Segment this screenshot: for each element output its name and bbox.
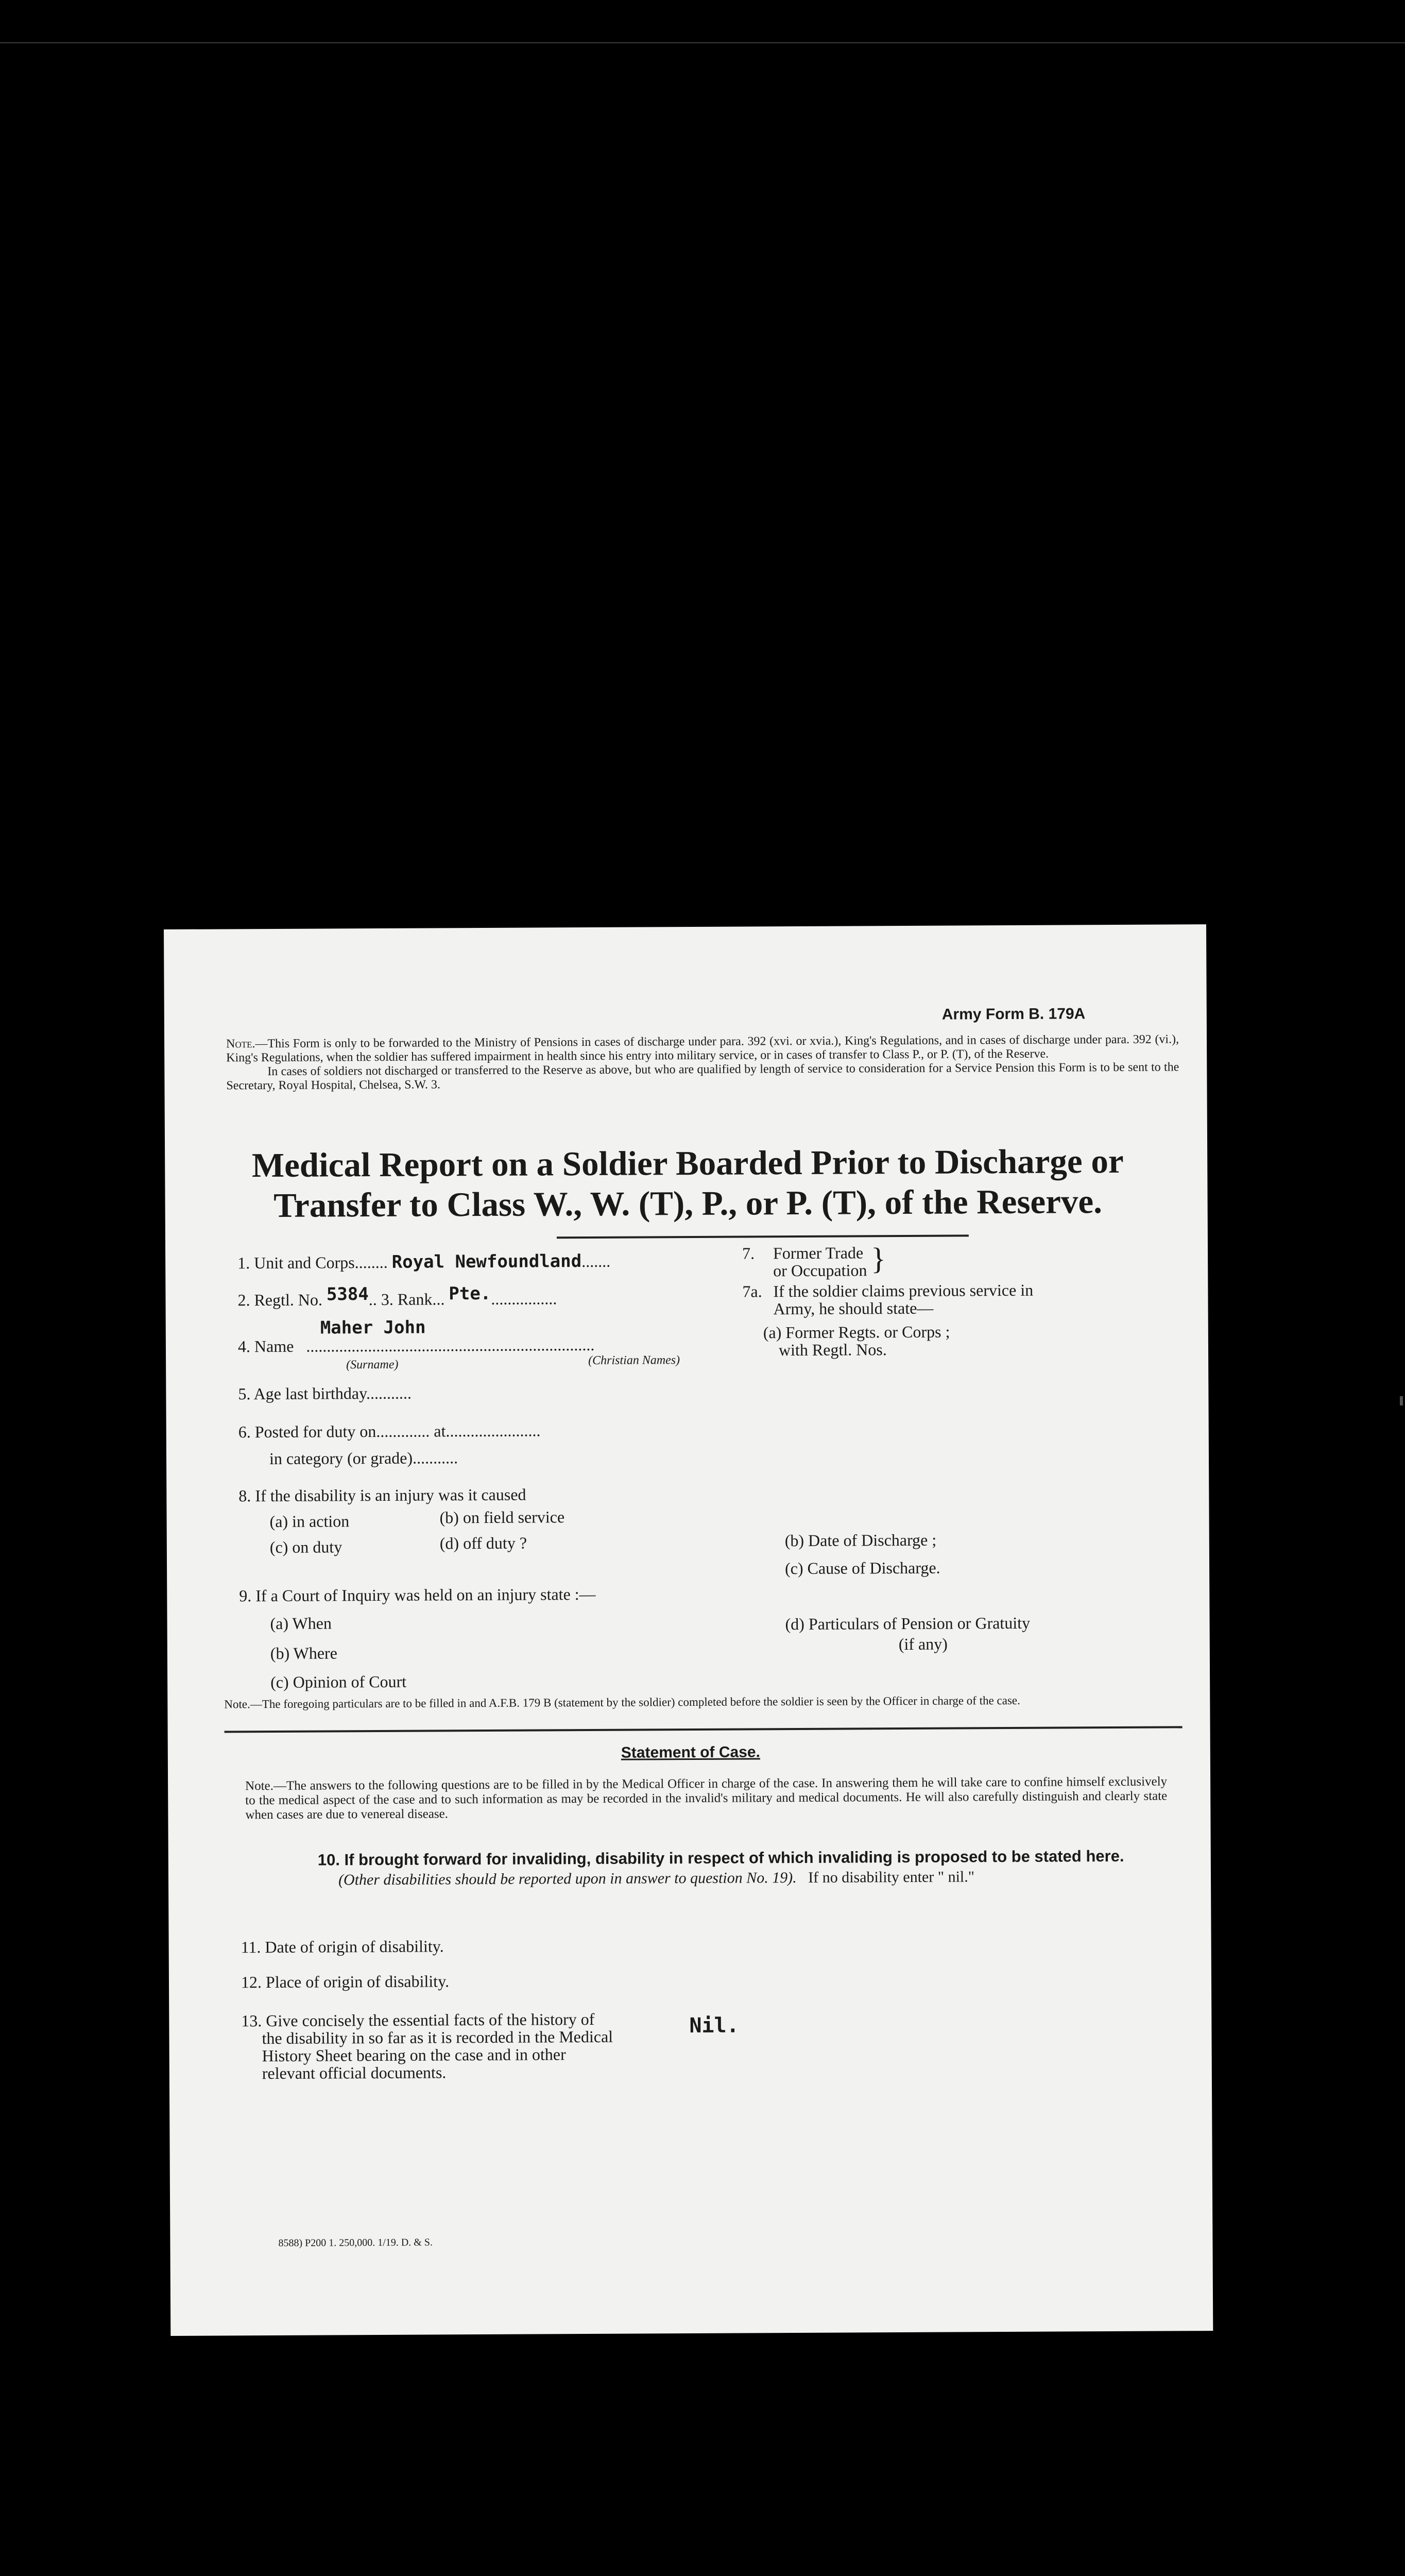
date-of-discharge: (b) Date of Discharge ; — [784, 1530, 937, 1550]
unit-label: 1. Unit and Corps — [237, 1253, 355, 1273]
brace: } — [870, 1242, 886, 1276]
posted-label: 6. Posted for duty on — [238, 1421, 376, 1442]
field-age: 5. Age last birthday........... — [238, 1383, 412, 1403]
field-injury: 8. If the disability is an injury was it caused — [238, 1485, 526, 1505]
note-label: Note. — [226, 1037, 255, 1051]
court-where: (b) Where — [270, 1643, 337, 1663]
category-label: in category (or grade) — [269, 1448, 413, 1468]
field-regtl-no: 2. Regtl. No. 5384.. 3. Rank... Pte................. — [237, 1283, 557, 1310]
former-regts: (a) Former Regts. or Corps ; — [763, 1322, 950, 1342]
surname-caption: (Surname) — [346, 1358, 399, 1372]
note-text: —This Form is only to be forwarded to the Ministry of Pensions in cases of discharge under para. 392 (xvi. or xvia.), King's Regulations, and in cases of discharge under para. 392 (vi.), King's Regulations, when the soldier has suffered impairment in health since his entry into military service, or in cases of transfer to Class P., or P. (T), of the Reserve. — [226, 1032, 1179, 1065]
name-label: 4. Name — [237, 1336, 294, 1356]
injury-off-duty: (d) off duty ? — [439, 1533, 527, 1553]
field-name: 4. Name ...................................................................... — [237, 1335, 595, 1356]
unit-value: Royal Newfoundland — [391, 1251, 582, 1273]
injury-field-service: (b) on field service — [439, 1507, 565, 1527]
title-line-1: Medical Report on a Soldier Boarded Prior to Discharge or — [251, 1142, 1124, 1185]
scan-mark — [1400, 1396, 1403, 1405]
note-foregoing: Note.—The foregoing particulars are to be filled in and A.F.B. 179 B (statement by the soldier) completed before the soldier is seen by the Officer in charge of the case. — [224, 1693, 1020, 1711]
previous-service-label: If the soldier claims previous service in — [773, 1280, 1034, 1301]
pension-if-any: (if any) — [898, 1634, 948, 1654]
injury-on-duty: (c) on duty — [269, 1537, 342, 1557]
court-when: (a) When — [270, 1614, 332, 1633]
former-trade-label: Former Trade — [773, 1243, 864, 1263]
posted-at-label: at — [434, 1421, 446, 1440]
statement-heading: Statement of Case. — [621, 1743, 760, 1761]
question-10-italic: (Other disabilities should be reported upon in answer to question No. 19). — [338, 1869, 797, 1889]
field-unit: 1. Unit and Corps........ Royal Newfoundland....... — [237, 1251, 611, 1273]
question-13 — [241, 2010, 613, 2082]
question-10-nil: If no disability enter " nil." — [808, 1868, 975, 1886]
title-line-2: Transfer to Class W., W. (T), P., or P. (T), of the Reserve. — [273, 1182, 1103, 1225]
section-rule — [225, 1726, 1183, 1733]
note-text-2: In cases of soldiers not discharged or transferred to the Reserve as above, but who are qualified by length of service to consideration for a Service Pension this Form is to be sent to the Secretary, Royal Hospital, Chelsea, S.W. 3. — [226, 1060, 1179, 1093]
field-court-inquiry: 9. If a Court of Inquiry was held on an injury state :— — [239, 1584, 596, 1605]
previous-service-number: 7a. — [742, 1282, 762, 1301]
former-trade-number: 7. — [742, 1244, 755, 1263]
question-13-value: Nil. — [689, 2013, 739, 2038]
question-12: 12. Place of origin of disability. — [241, 1972, 450, 1992]
christian-names-caption: (Christian Names) — [588, 1353, 680, 1367]
field-category: in category (or grade)........... — [269, 1448, 458, 1468]
question-13-line-1: 13. Give concisely the essential facts of the history of — [241, 2009, 595, 2030]
title-underline — [557, 1234, 969, 1239]
rank-value: Pte. — [449, 1283, 491, 1304]
court-opinion: (c) Opinion of Court — [270, 1672, 407, 1692]
cause-of-discharge: (c) Cause of Discharge. — [784, 1558, 940, 1578]
occupation-label: or Occupation — [773, 1261, 867, 1280]
medical-report-form — [164, 924, 1213, 2336]
injury-in-action: (a) in action — [269, 1512, 350, 1531]
field-previous-service — [742, 1280, 1154, 1318]
regtl-no-label: 2. Regtl. No. — [237, 1290, 323, 1310]
form-footer: 8588) P200 1. 250,000. 1/19. D. & S. — [278, 2236, 433, 2249]
pension-particulars: (d) Particulars of Pension or Gratuity — [785, 1613, 1031, 1634]
regtl-no-value: 5384 — [326, 1284, 369, 1305]
question-10-sub — [338, 1868, 974, 1889]
top-scan-line — [0, 42, 1405, 43]
field-posted: 6. Posted for duty on............. at....................... — [238, 1421, 541, 1442]
form-number: Army Form B. 179A — [941, 1005, 1086, 1023]
rank-label: 3. Rank — [381, 1290, 433, 1309]
field-former-trade — [742, 1242, 886, 1280]
form-note — [226, 1032, 1179, 1093]
former-regts-nos: with Regtl. Nos. — [778, 1340, 887, 1360]
question-13-line-4: relevant official documents. — [262, 2063, 447, 2083]
note-statement: Note.—The answers to the following questions are to be filled in by the Medical Officer in charge of the case. In answering them he will take care to confine himself exclusively to the medical aspect of the case and to such information as may be recorded in the invalid's military and medical documents. He will also carefully distinguish and clearly state when cases are due to venereal disease. — [245, 1774, 1168, 1822]
name-value: Maher John — [320, 1317, 426, 1338]
age-label: 5. Age last birthday — [238, 1384, 367, 1403]
question-11: 11. Date of origin of disability. — [241, 1937, 444, 1957]
question-13-line-3: History Sheet bearing on the case and in other — [262, 2045, 566, 2065]
form-title — [196, 1141, 1180, 1226]
question-13-line-2: the disability in so far as it is recorded in the Medical — [262, 2027, 613, 2048]
question-10: 10. If brought forward for invaliding, disability in respect of which invaliding is proposed to be stated here. — [317, 1846, 1124, 1869]
previous-service-label-2: Army, he should state— — [773, 1298, 934, 1318]
